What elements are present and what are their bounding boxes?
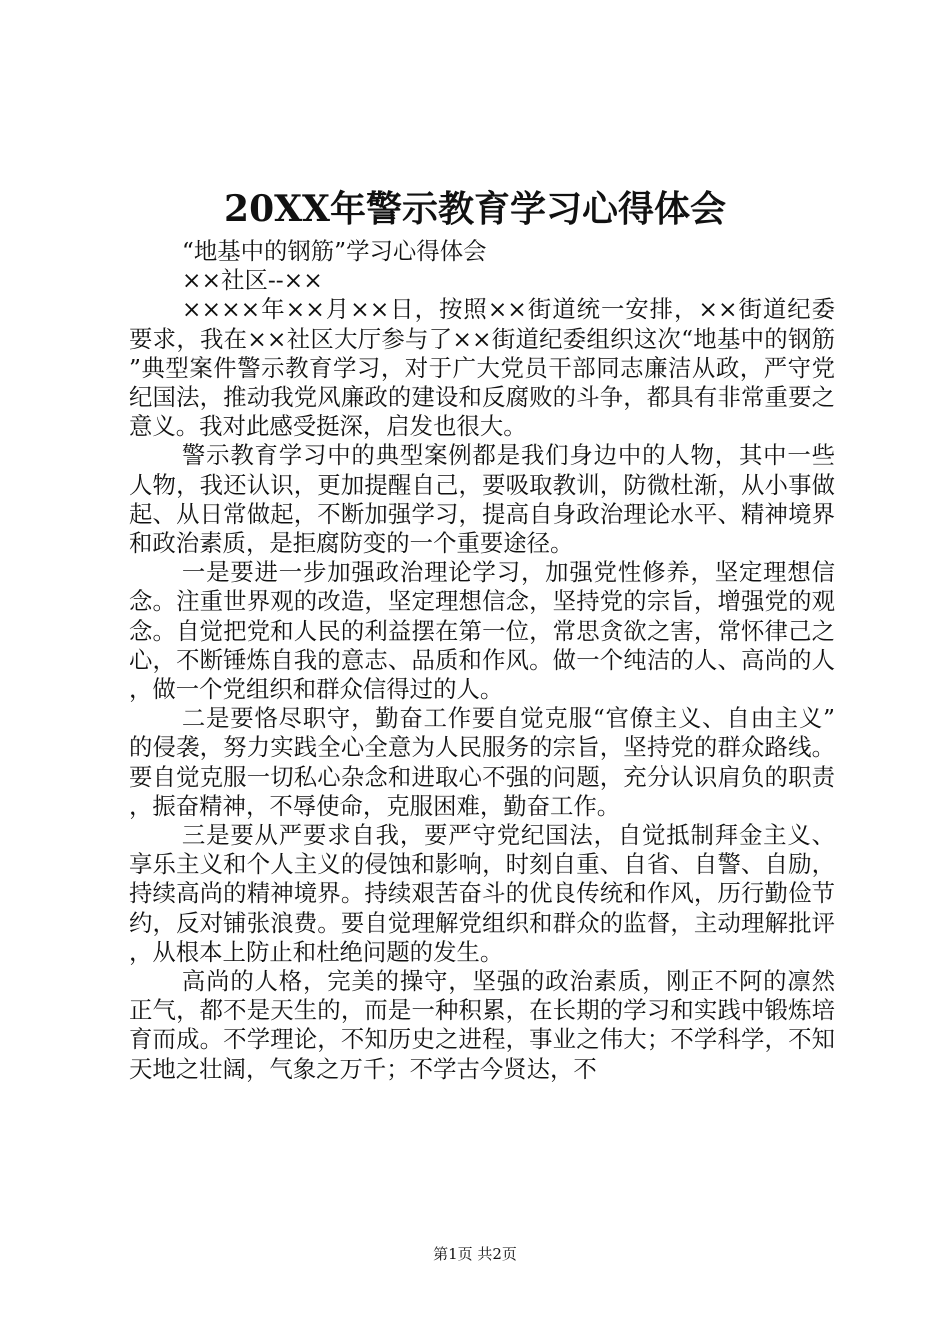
paragraph: 二是要恪尽职守，勤奋工作要自觉克服“官僚主义、自由主义”的侵袭，努力实践全心全意为人民服务的宗旨，坚持党的群众路线。要自觉克服一切私心杂念和进取心不强的问题，充分认识肩负的职责，振奋精神，不辱使命，克服困难，勤奋工作。 xyxy=(129,704,835,820)
paragraph: ××××年××月××日，按照××街道统一安排，××街道纪委要求，我在××社区大厅参与了××街道纪委组织这次“地基中的钢筋”典型案件警示教育学习，对于广大党员干部同志廉洁从政，严守党纪国法，推动我党风廉政的建设和反腐败的斗争，都具有非常重要之意义。我对此感受挺深，启发也很大。 xyxy=(129,295,835,441)
document-body xyxy=(129,237,835,1084)
page-number-footer: 第1页 共2页 xyxy=(433,1245,517,1263)
paragraph: 三是要从严要求自我，要严守党纪国法，自觉抵制拜金主义、享乐主义和个人主义的侵蚀和影响，时刻自重、自省、自警、自励，持续高尚的精神境界。持续艰苦奋斗的优良传统和作风，历行勤俭节约，反对铺张浪费。要自觉理解党组织和群众的监督，主动理解批评，从根本上防止和杜绝问题的发生。 xyxy=(129,821,835,966)
paragraph: 警示教育学习中的典型案例都是我们身边中的人物，其中一些人物，我还认识，更加提醒自己，要吸取教训，防微杜渐，从小事做起、从日常做起，不断加强学习，提高自身政治理论水平、精神境界和政治素质，是拒腐防变的一个重要途径。 xyxy=(129,441,835,558)
paragraph: 高尚的人格，完美的操守，坚强的政治素质，刚正不阿的凛然正气，都不是天生的，而是一种积累，在长期的学习和实践中锻炼培育而成。不学理论，不知历史之进程，事业之伟大；不学科学，不知天地之壮阔，气象之万千；不学古今贤达，不 xyxy=(129,967,835,1083)
author-line: ××社区--×× xyxy=(181,266,323,295)
document-subtitle: “地基中的钢筋”学习心得体会 xyxy=(181,237,487,265)
paragraph: 一是要进一步加强政治理论学习，加强党性修养，坚定理想信念。注重世界观的改造，坚定理想信念，坚持党的宗旨，增强党的观念。自觉把党和人民的利益摆在第一位，常思贪欲之害，常怀律己之心，不断锤炼自我的意志、品质和作风。做一个纯洁的人、高尚的人，做一个党组织和群众信得过的人。 xyxy=(129,558,835,704)
page-title: 20XX年警示教育学习心得体会 xyxy=(224,188,726,230)
